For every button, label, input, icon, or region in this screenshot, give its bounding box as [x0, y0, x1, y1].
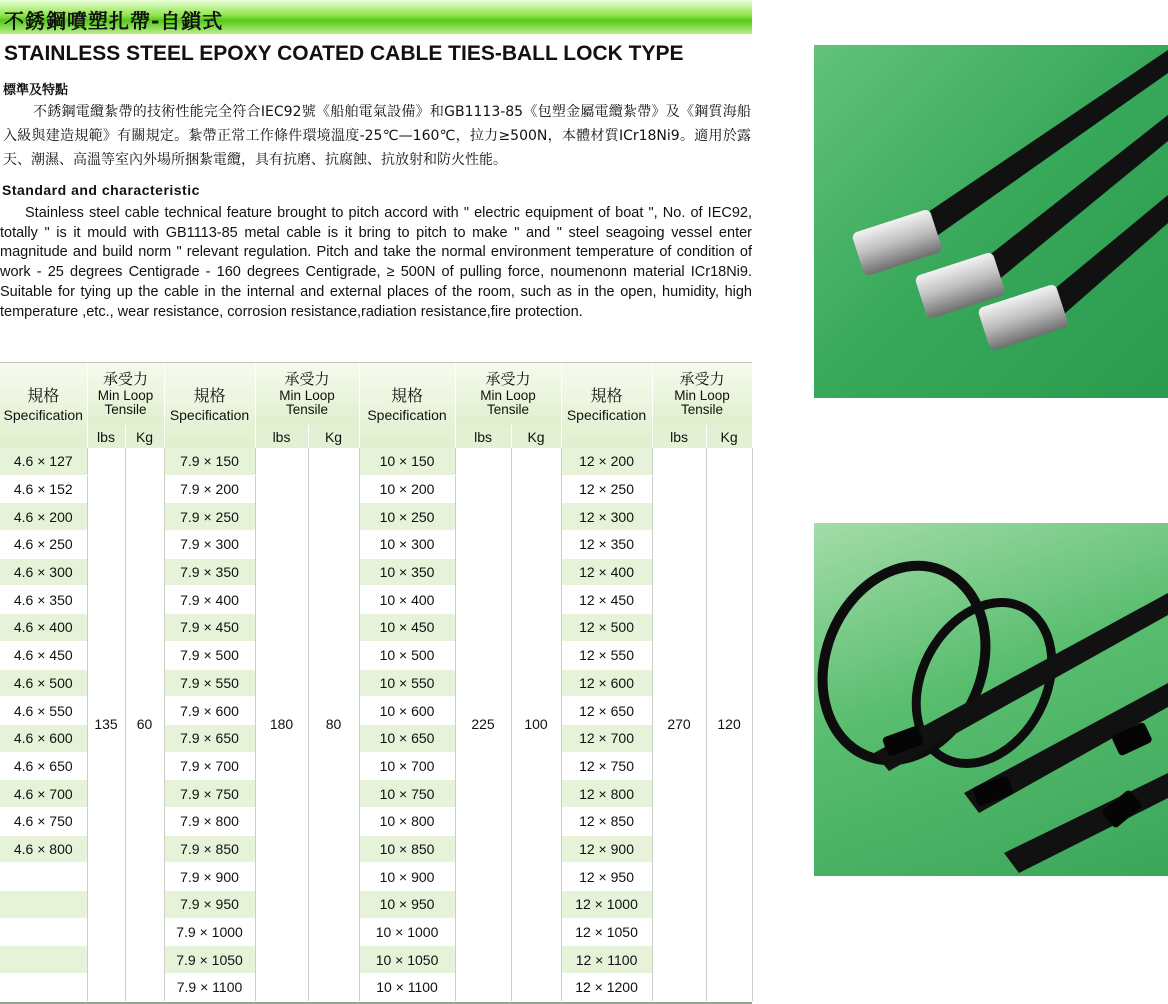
spec-cell: 10 × 450	[359, 614, 455, 642]
spec-cell: 10 × 200	[359, 475, 455, 503]
paragraph-en: Stainless steel cable technical feature brought to pitch accord with " electric equipment of boat ", No. of IEC92, totally " is it mould with GB1113-85 metal cable is it bring to pitch to make " and " steel seagoing vessel enter magnitude and build norm " relevant regulation. Pitch and take the normal environment temperature of condition of work - 25 degrees Centigrade - 160 degrees Centigrade, ≥ 500N of pulling force, noumenonn material ICr18Ni9. Suitable for tying up the cable in the internal and external places of the room, such as in the open, humidity, high temperature ,etc., wear resistance, corrosion resistance,radiation resistance,fire protection.	[0, 205, 752, 320]
header-load-en-1: Min Loop	[674, 388, 730, 403]
spec-cell: 12 × 200	[561, 448, 652, 475]
spec-cell: 10 × 550	[359, 669, 455, 697]
header-load-en-2: Tensile	[104, 402, 147, 417]
spec-cell: 10 × 500	[359, 641, 455, 669]
spec-cell: 10 × 900	[359, 863, 455, 891]
spec-cell: 4.6 × 250	[0, 531, 87, 559]
spec-cell: 10 × 700	[359, 752, 455, 780]
header-load-2	[255, 363, 359, 425]
spec-cell: 12 × 900	[561, 835, 652, 863]
spec-cell: 4.6 × 700	[0, 780, 87, 808]
spec-table	[0, 363, 753, 1002]
spec-cell: 4.6 × 500	[0, 669, 87, 697]
spec-cell: 10 × 1100	[359, 974, 455, 1002]
spec-cell: 12 × 700	[561, 724, 652, 752]
spec-cell: 12 × 1100	[561, 946, 652, 974]
spec-cell: 4.6 × 450	[0, 641, 87, 669]
spec-cell: 7.9 × 950	[164, 891, 255, 919]
header-load-en-2: Tensile	[487, 402, 530, 417]
header-unit-kg: Kg	[706, 425, 752, 448]
spec-cell: 12 × 500	[561, 614, 652, 642]
spec-cell: 12 × 300	[561, 503, 652, 531]
spec-cell: 12 × 1200	[561, 974, 652, 1002]
spec-cell: 7.9 × 1000	[164, 918, 255, 946]
spec-cell: 7.9 × 1100	[164, 974, 255, 1002]
min-loop-kg: 120	[706, 448, 752, 1001]
spec-cell: 12 × 750	[561, 752, 652, 780]
header-spec-cn: 規格	[391, 388, 424, 405]
header-spec-en: Specification	[367, 407, 447, 423]
spec-cell: 4.6 × 127	[0, 448, 87, 475]
header-spec-cn: 規格	[27, 388, 60, 405]
spec-cell: 12 × 550	[561, 641, 652, 669]
spec-cell: 12 × 400	[561, 558, 652, 586]
spec-cell: 7.9 × 550	[164, 669, 255, 697]
header-spec-2	[164, 363, 255, 448]
spec-cell	[0, 863, 87, 891]
spec-cell: 4.6 × 350	[0, 586, 87, 614]
spec-cell: 4.6 × 550	[0, 697, 87, 725]
min-loop-kg: 100	[511, 448, 561, 1001]
header-unit-lbs: lbs	[87, 425, 125, 448]
product-photo-loops	[814, 523, 1168, 876]
spec-cell: 7.9 × 1050	[164, 946, 255, 974]
spec-cell: 7.9 × 450	[164, 614, 255, 642]
spec-cell: 10 × 250	[359, 503, 455, 531]
min-loop-kg: 80	[308, 448, 359, 1001]
spec-cell	[0, 974, 87, 1002]
spec-cell: 10 × 800	[359, 807, 455, 835]
header-load-en-1: Min Loop	[97, 388, 154, 403]
product-photo-heads	[814, 45, 1168, 398]
min-loop-lbs: 135	[87, 448, 125, 1001]
min-loop-lbs: 225	[455, 448, 511, 1001]
page-title-en: STAINLESS STEEL EPOXY COATED CABLE TIES-BALL LOCK TYPE	[4, 42, 684, 65]
spec-cell: 7.9 × 150	[164, 448, 255, 475]
header-spec-en: Specification	[169, 407, 250, 423]
spec-cell: 12 × 450	[561, 586, 652, 614]
spec-cell: 4.6 × 300	[0, 558, 87, 586]
spec-cell: 10 × 950	[359, 891, 455, 919]
header-load-1	[87, 363, 164, 425]
spec-cell: 4.6 × 152	[0, 475, 87, 503]
spec-cell: 10 × 1000	[359, 918, 455, 946]
header-unit-lbs: lbs	[652, 425, 706, 448]
paragraph-cn: 不銹鋼電纜紮帶的技術性能完全符合IEC92號《船舶電氣設備》和GB1113-85《包塑金屬電纜紮帶》及《鋼質海船入級與建造規範》有關規定。紮帶正常工作條件環境溫度-25℃—160℃，拉力≥500N，本體材質ICr18Ni9。適用於露天、潮濕、高溫等室內外場所捆紮電纜，具有抗磨、抗腐蝕、抗放射和防火性能。	[3, 104, 751, 168]
spec-cell: 7.9 × 800	[164, 807, 255, 835]
header-load-cn: 承受力	[485, 371, 531, 388]
min-loop-kg: 60	[125, 448, 164, 1001]
spec-cell: 10 × 350	[359, 558, 455, 586]
spec-cell: 10 × 400	[359, 586, 455, 614]
header-unit-lbs: lbs	[455, 425, 511, 448]
spec-cell: 7.9 × 250	[164, 503, 255, 531]
spec-cell: 12 × 250	[561, 475, 652, 503]
table-row	[0, 448, 752, 475]
spec-cell: 7.9 × 700	[164, 752, 255, 780]
spec-cell: 4.6 × 400	[0, 614, 87, 642]
spec-cell: 7.9 × 500	[164, 641, 255, 669]
spec-cell: 10 × 850	[359, 835, 455, 863]
spec-cell: 4.6 × 800	[0, 835, 87, 863]
spec-cell: 7.9 × 850	[164, 835, 255, 863]
spec-cell: 7.9 × 900	[164, 863, 255, 891]
header-load-en-1: Min Loop	[480, 388, 536, 403]
header-unit-kg: Kg	[308, 425, 359, 448]
spec-cell: 4.6 × 200	[0, 503, 87, 531]
spec-cell: 12 × 650	[561, 697, 652, 725]
spec-cell: 12 × 600	[561, 669, 652, 697]
spec-cell: 10 × 300	[359, 531, 455, 559]
min-loop-lbs: 270	[652, 448, 706, 1001]
spec-cell: 10 × 650	[359, 724, 455, 752]
spec-cell	[0, 946, 87, 974]
page-title-cn: 不銹鋼噴塑扎帶-自鎖式	[4, 9, 224, 33]
header-load-3	[455, 363, 561, 425]
header-unit-kg: Kg	[511, 425, 561, 448]
header-load-en-1: Min Loop	[279, 388, 335, 403]
spec-cell: 7.9 × 650	[164, 724, 255, 752]
header-spec-3	[359, 363, 455, 448]
spec-cell: 7.9 × 400	[164, 586, 255, 614]
header-load-cn: 承受力	[284, 371, 330, 388]
spec-cell: 12 × 1050	[561, 918, 652, 946]
header-unit-kg: Kg	[125, 425, 164, 448]
header-spec-en: Specification	[566, 407, 647, 423]
spec-cell: 4.6 × 650	[0, 752, 87, 780]
min-loop-lbs: 180	[255, 448, 308, 1001]
spec-cell: 4.6 × 750	[0, 807, 87, 835]
spec-cell: 7.9 × 350	[164, 558, 255, 586]
header-spec-cn: 規格	[193, 388, 226, 405]
header-spec-cn: 規格	[590, 388, 623, 405]
heading-cn: 標準及特點	[3, 83, 69, 98]
spec-cell	[0, 891, 87, 919]
spec-cell	[0, 918, 87, 946]
spec-cell: 7.9 × 200	[164, 475, 255, 503]
spec-cell: 10 × 1050	[359, 946, 455, 974]
heading-en: Standard and characteristic	[2, 182, 200, 198]
header-spec-en: Specification	[3, 407, 83, 423]
spec-cell: 10 × 600	[359, 697, 455, 725]
spec-cell: 12 × 350	[561, 531, 652, 559]
header-unit-lbs: lbs	[255, 425, 308, 448]
header-load-en-2: Tensile	[286, 402, 329, 417]
spec-cell: 12 × 1000	[561, 891, 652, 919]
spec-cell: 7.9 × 300	[164, 531, 255, 559]
spec-cell: 4.6 × 600	[0, 724, 87, 752]
spec-cell: 7.9 × 750	[164, 780, 255, 808]
spec-cell: 10 × 150	[359, 448, 455, 475]
header-load-en-2: Tensile	[681, 402, 724, 417]
spec-cell: 12 × 850	[561, 807, 652, 835]
header-spec-1	[0, 363, 87, 448]
header-load-4	[652, 363, 752, 425]
header-spec-4	[561, 363, 652, 448]
spec-cell: 10 × 750	[359, 780, 455, 808]
spec-cell: 12 × 950	[561, 863, 652, 891]
header-load-cn: 承受力	[103, 371, 149, 388]
spec-cell: 7.9 × 600	[164, 697, 255, 725]
spec-table-body	[0, 448, 752, 1001]
header-load-cn: 承受力	[679, 371, 725, 388]
spec-cell: 12 × 800	[561, 780, 652, 808]
